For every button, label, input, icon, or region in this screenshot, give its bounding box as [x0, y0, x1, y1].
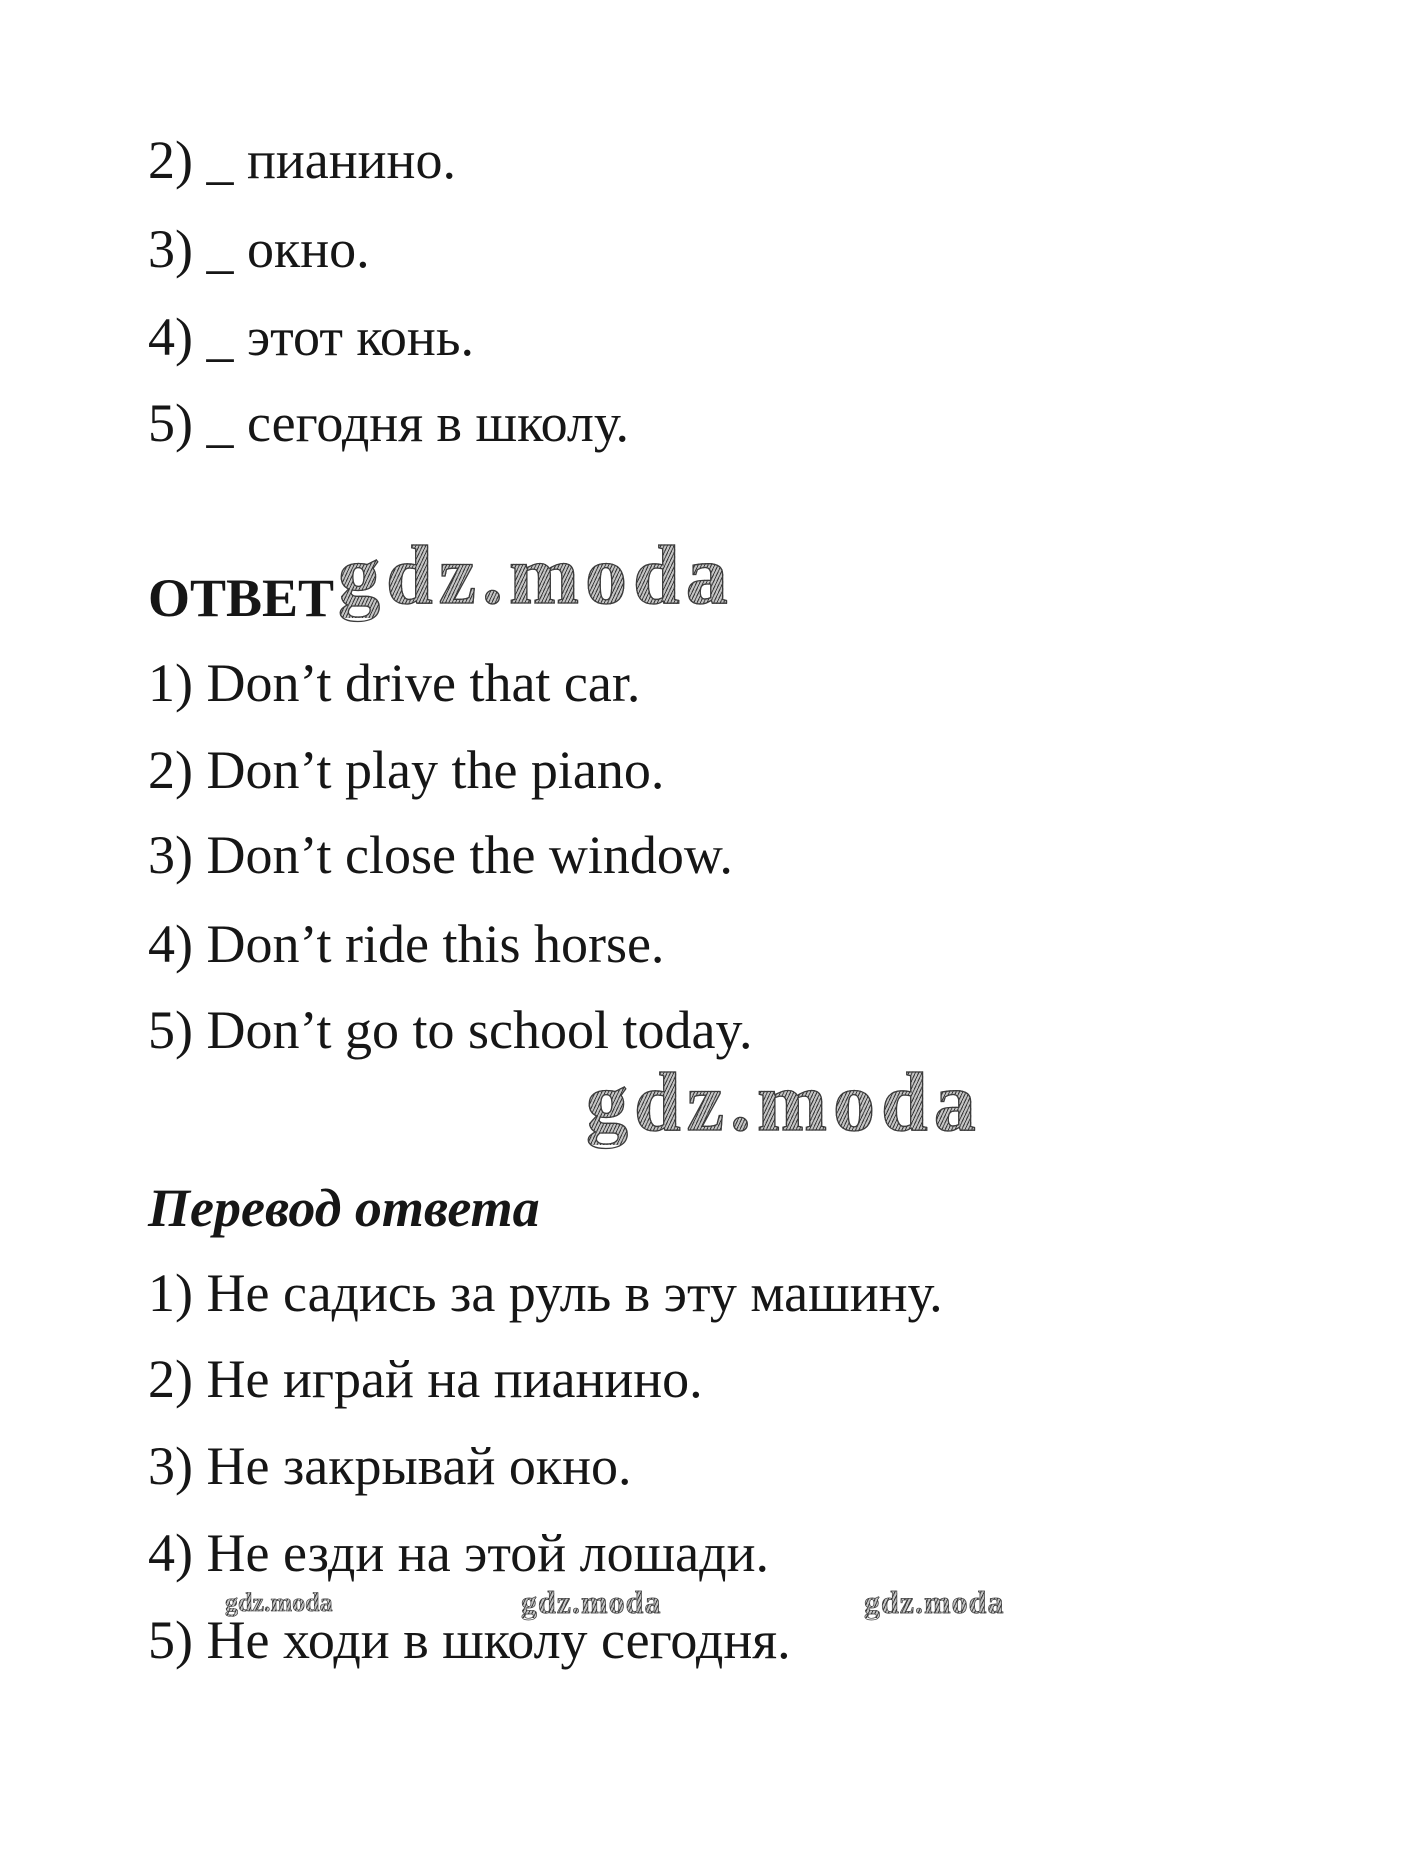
answer-heading: ОТВЕТ	[148, 568, 335, 628]
translation-item-4: 4) Не езди на этой лошади.	[148, 1523, 769, 1583]
translation-item-5: 5) Не ходи в школу сегодня.	[148, 1610, 791, 1670]
answer-item-3: 3) Don’t close the window.	[148, 825, 733, 885]
translation-item-2: 2) Не играй на пианино.	[148, 1349, 703, 1409]
answer-item-4: 4) Don’t ride this horse.	[148, 914, 665, 974]
watermark-small: gdz.moda	[225, 1588, 333, 1617]
watermark-small: gdz.moda	[521, 1584, 662, 1620]
answer-item-5: 5) Don’t go to school today.	[148, 1000, 753, 1060]
translation-heading: Перевод ответа	[148, 1178, 540, 1238]
watermark-small: gdz.moda	[864, 1584, 1005, 1620]
answer-item-2: 2) Don’t play the piano.	[148, 740, 665, 800]
exercise-item-4: 4) _ этот конь.	[148, 307, 474, 367]
exercise-item-2: 2) _ пианино.	[148, 130, 456, 190]
exercise-item-3: 3) _ окно.	[148, 219, 370, 279]
watermark: gdz.moda	[338, 529, 734, 622]
translation-item-3: 3) Не закрывай окно.	[148, 1436, 632, 1496]
translation-item-1: 1) Не садись за руль в эту машину.	[148, 1263, 943, 1323]
exercise-item-5: 5) _ сегодня в школу.	[148, 393, 629, 453]
watermark: gdz.moda	[586, 1056, 982, 1149]
answer-item-1: 1) Don’t drive that car.	[148, 653, 641, 713]
